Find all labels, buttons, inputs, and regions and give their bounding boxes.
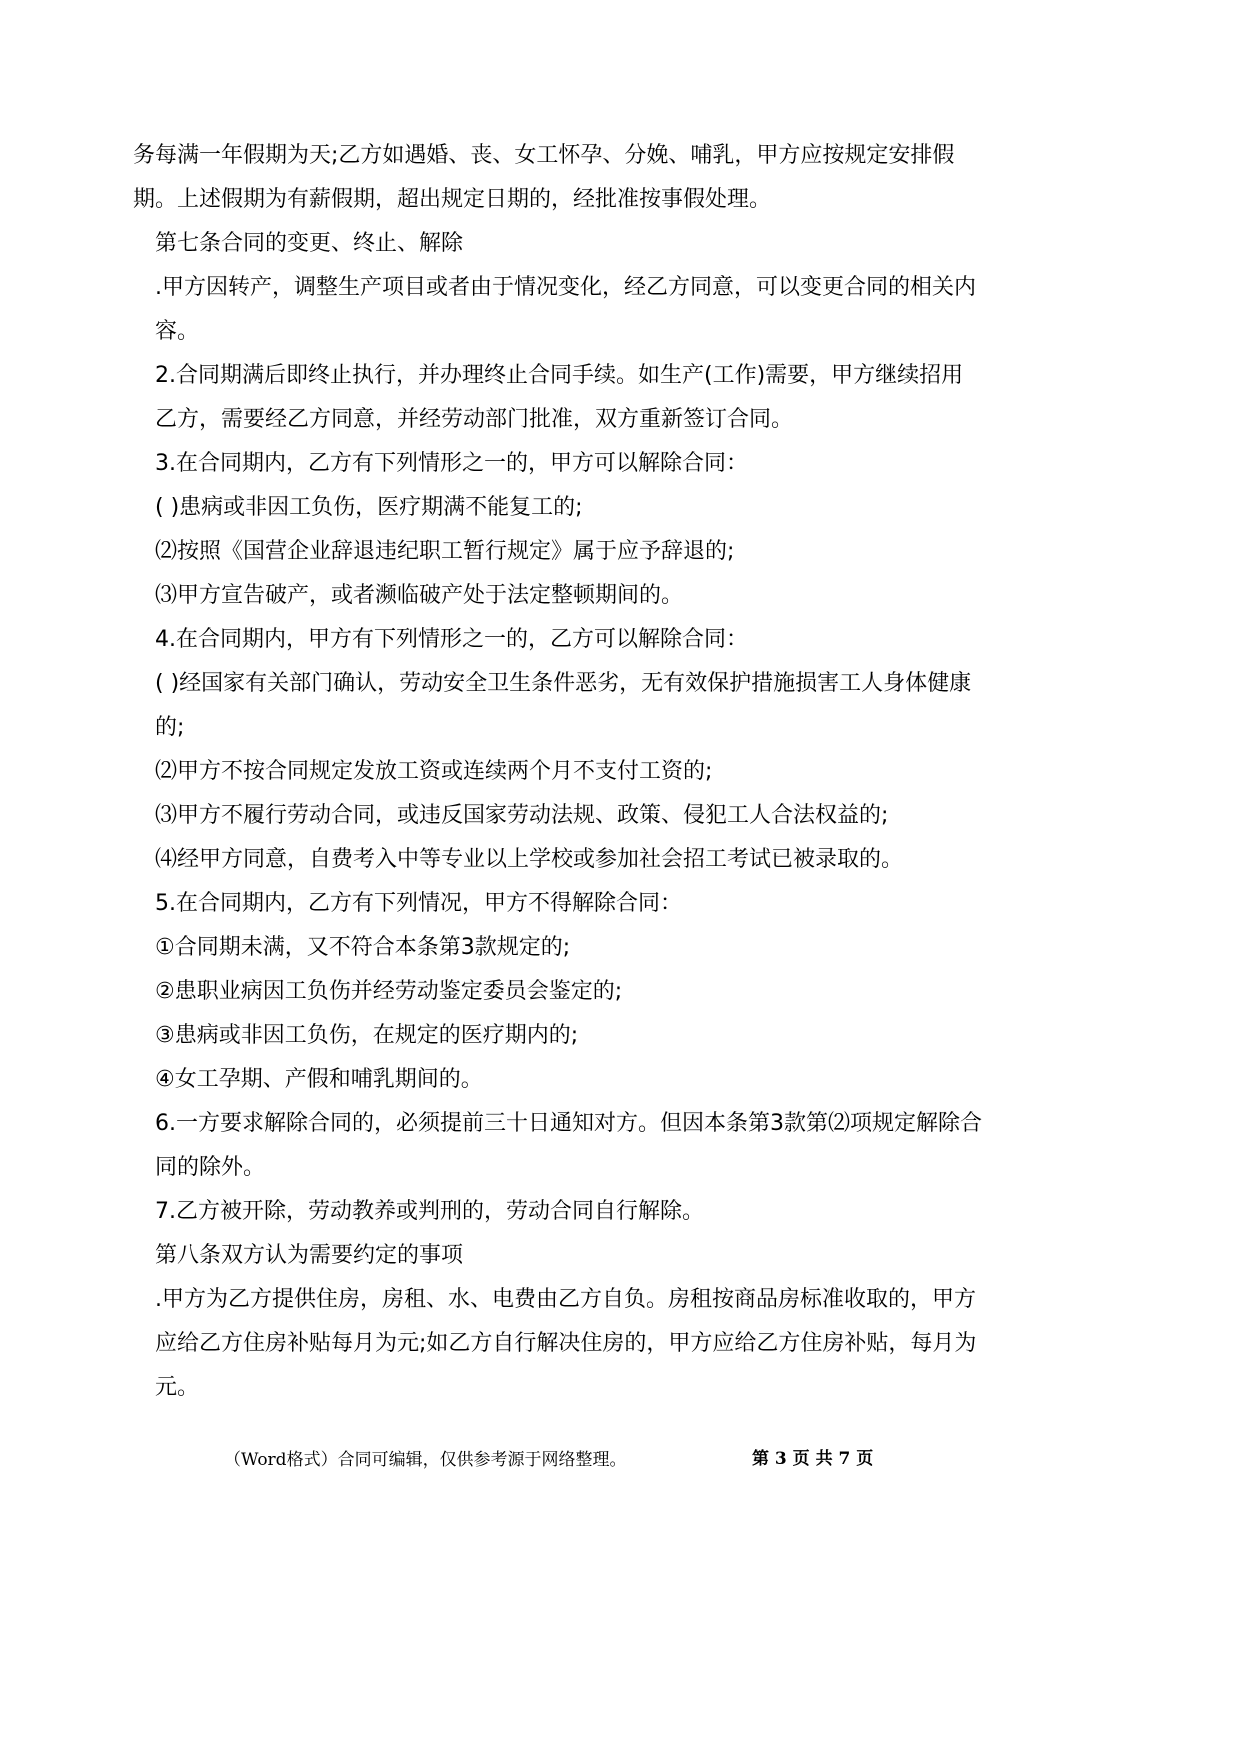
- paragraph: 7.乙方被开除，劳动教养或判刑的，劳动合同自行解除。: [155, 1199, 704, 1224]
- paragraph: 务每满一年假期为天;乙方如遇婚、丧、女工怀孕、分娩、哺乳，甲方应按规定安排假期。上述假期为有薪假期，超出规定日期的，经批准按事假处理。: [133, 143, 955, 212]
- list-item: ⑷经甲方同意，自费考入中等专业以上学校或参加社会招工考试已被录取的。: [155, 847, 904, 872]
- paragraph: 3.在合同期内，乙方有下列情形之一的，甲方可以解除合同：: [155, 451, 748, 476]
- footer-note: （Word格式）合同可编辑，仅供参考源于网络整理。: [224, 1450, 627, 1470]
- list-item: ⑵按照《国营企业辞退违纪职工暂行规定》属于应予辞退的;: [155, 539, 735, 564]
- list-item: ④女工孕期、产假和哺乳期间的。: [155, 1067, 483, 1092]
- list-item: ①合同期未满，又不符合本条第3款规定的;: [155, 935, 571, 960]
- list-item: ②患职业病因工负伤并经劳动鉴定委员会鉴定的;: [155, 979, 623, 1004]
- section-heading: 第七条合同的变更、终止、解除: [155, 231, 464, 256]
- section-heading: 第八条双方认为需要约定的事项: [155, 1243, 464, 1268]
- document-body: [133, 134, 983, 1410]
- list-item: ⑶甲方宣告破产，或者濒临破产处于法定整顿期间的。: [155, 583, 684, 608]
- list-item: ⑵甲方不按合同规定发放工资或连续两个月不支付工资的;: [155, 759, 713, 784]
- page-number: 第 3 页 共 7 页: [752, 1449, 874, 1469]
- paragraph: 4.在合同期内，甲方有下列情形之一的，乙方可以解除合同：: [155, 627, 748, 652]
- list-item: ⑶甲方不履行劳动合同，或违反国家劳动法规、政策、侵犯工人合法权益的;: [155, 803, 889, 828]
- list-item: ( )经国家有关部门确认，劳动安全卫生条件恶劣，无有效保护措施损害工人身体健康的;: [155, 671, 972, 740]
- paragraph: 2.合同期满后即终止执行，并办理终止合同手续。如生产(工作)需要，甲方继续招用乙方，需要经乙方同意，并经劳动部门批准，双方重新签订合同。: [155, 363, 964, 432]
- list-item: ( )患病或非因工负伤，医疗期满不能复工的;: [155, 495, 583, 520]
- paragraph: .甲方因转产，调整生产项目或者由于情况变化，经乙方同意，可以变更合同的相关内容。: [155, 275, 976, 344]
- paragraph: .甲方为乙方提供住房，房租、水、电费由乙方自负。房租按商品房标准收取的，甲方应给乙方住房补贴每月为元;如乙方自行解决住房的，甲方应给乙方住房补贴，每月为元。: [155, 1287, 977, 1400]
- paragraph: 5.在合同期内，乙方有下列情况，甲方不得解除合同：: [155, 891, 682, 916]
- paragraph: 6.一方要求解除合同的，必须提前三十日通知对方。但因本条第3款第⑵项规定解除合同的除外。: [155, 1111, 982, 1180]
- list-item: ③患病或非因工负伤，在规定的医疗期内的;: [155, 1023, 579, 1048]
